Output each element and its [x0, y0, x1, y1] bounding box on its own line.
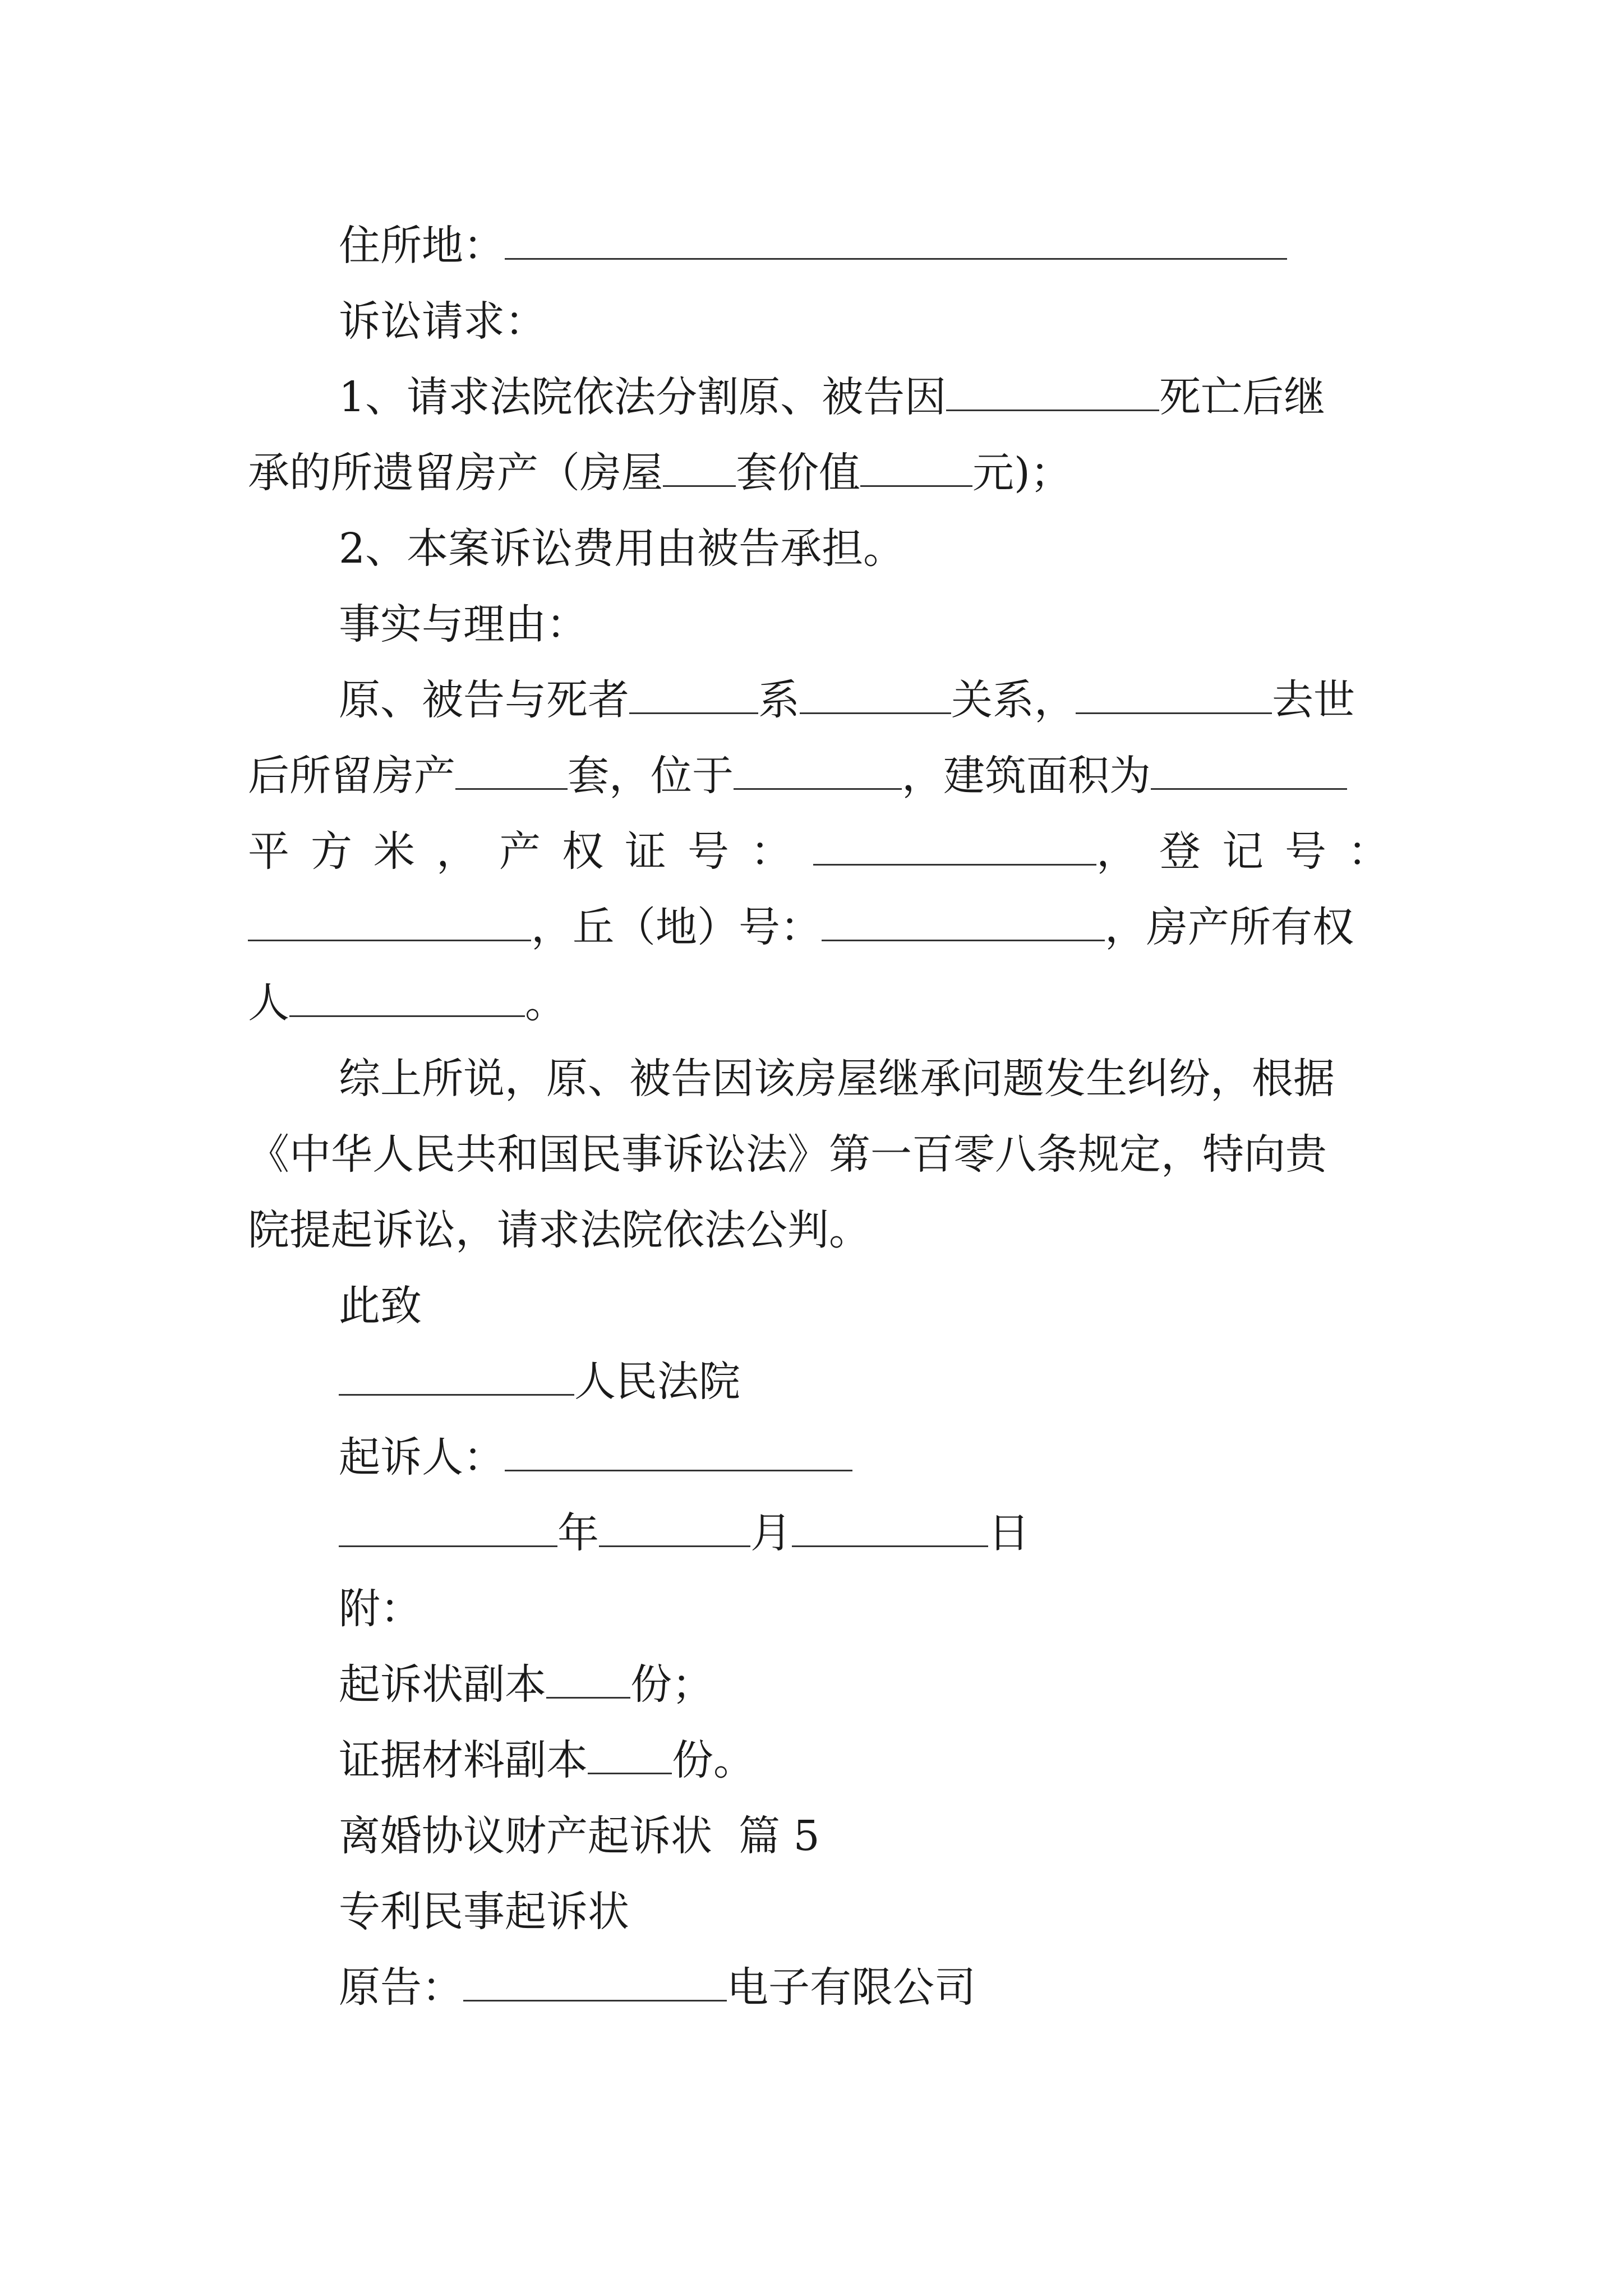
- copies-blank-2: [588, 1733, 672, 1774]
- facts-title: 事实与理由：: [339, 600, 588, 648]
- claim-1-text-b: 死亡后继: [1159, 373, 1326, 421]
- claim-1-text-a: 1、请求法院依法分割原、被告因: [339, 373, 947, 421]
- attachment-2: [339, 1732, 755, 1788]
- house-value-blank: [860, 446, 972, 487]
- facts-text-5b: 。: [525, 979, 566, 1027]
- certificate-number-blank: [813, 825, 1096, 866]
- address-label: 住所地：: [339, 222, 505, 270]
- facts-line-2: [248, 748, 1347, 804]
- facts-line-3: [248, 823, 1410, 880]
- claim-2: 2、本案诉讼费用由被告承担。: [339, 524, 905, 573]
- date-line: [339, 1505, 1030, 1561]
- facts-text-5a: 人: [248, 979, 289, 1027]
- court-label: 人民法院: [574, 1358, 740, 1406]
- attachment-title: 附：: [339, 1585, 422, 1633]
- claim-1-text-c: 承的所遗留房产（房屋: [248, 449, 663, 497]
- day-blank: [792, 1506, 988, 1547]
- month-blank: [599, 1506, 750, 1547]
- area-blank: [1151, 749, 1347, 790]
- facts-text-3a: 平方米，产权证号：: [248, 827, 813, 876]
- facts-text-4a: ，丘（地）号：: [531, 903, 822, 951]
- facts-text-1c: 关系，: [951, 676, 1076, 724]
- plaintiff-2-company: 电子有限公司: [727, 1963, 976, 2012]
- court-line: [339, 1354, 740, 1410]
- plaintiff-signature-line: [339, 1429, 852, 1485]
- summary-line-1: 综上所说，原、被告因该房屋继承问题发生纠纷，根据: [339, 1055, 1335, 1103]
- facts-text-2b: 套，位于: [568, 752, 734, 800]
- facts-line-1: [339, 672, 1355, 728]
- court-name-blank: [339, 1355, 574, 1396]
- deceased-name-blank: [946, 370, 1159, 411]
- facts-line-5: [248, 975, 566, 1031]
- plaintiff-2-line: [339, 1959, 976, 2016]
- day-label: 日: [988, 1509, 1030, 1557]
- claim-1-line-2: [248, 445, 1072, 501]
- section-heading: 离婚协议财产起诉状 篇 5: [339, 1812, 820, 1860]
- facts-line-4: [248, 899, 1354, 955]
- company-name-blank: [463, 1961, 727, 2001]
- deceased-blank: [629, 673, 758, 714]
- summary-line-3: 院提起诉讼，请求法院依法公判。: [248, 1206, 870, 1254]
- regards: 此致: [339, 1282, 422, 1330]
- plaintiff-2-label: 原告：: [339, 1963, 463, 2012]
- house-count-blank: [663, 446, 736, 487]
- claims-title: 诉讼请求：: [339, 297, 546, 346]
- registration-number-blank: [248, 900, 531, 941]
- plot-number-blank: [822, 900, 1105, 941]
- year-label: 年: [557, 1509, 599, 1557]
- summary-line-2: 《中华人民共和国民事诉讼法》第一百零八条规定，特向贵: [248, 1130, 1327, 1179]
- copies-blank-1: [546, 1658, 630, 1699]
- attachment-1-label: 起诉状副本: [339, 1660, 546, 1709]
- facts-text-1d: 去世: [1272, 676, 1355, 724]
- attachment-1: [339, 1657, 713, 1713]
- claim-1-line-1: [339, 369, 1325, 425]
- facts-text-1a: 原、被告与死者: [339, 676, 629, 724]
- facts-text-1b: 系: [758, 676, 800, 724]
- attachment-1-suffix: 份；: [630, 1660, 713, 1709]
- facts-text-3b: ，登记号：: [1096, 827, 1410, 876]
- facts-text-2c: ，建筑面积为: [902, 752, 1151, 800]
- attachment-2-label: 证据材料副本: [339, 1736, 588, 1784]
- month-label: 月: [750, 1509, 792, 1557]
- attachment-2-suffix: 份。: [672, 1736, 755, 1784]
- claim-1-text-d: 套价值: [736, 449, 860, 497]
- address-line: [339, 218, 1287, 274]
- document-title: 专利民事起诉状: [339, 1888, 629, 1936]
- owner-blank: [289, 976, 525, 1017]
- house-sets-blank: [455, 749, 568, 790]
- plaintiff-label: 起诉人：: [339, 1433, 505, 1481]
- plaintiff-name-blank: [505, 1430, 852, 1471]
- deceased-name-blank-2: [1076, 673, 1272, 714]
- year-blank: [339, 1506, 557, 1547]
- relation-blank: [800, 673, 951, 714]
- claim-1-text-e: 元)；: [972, 449, 1072, 497]
- facts-text-4b: ，房产所有权: [1105, 903, 1354, 951]
- location-blank: [734, 749, 902, 790]
- facts-text-2a: 后所留房产: [248, 752, 455, 800]
- address-blank: [505, 219, 1287, 260]
